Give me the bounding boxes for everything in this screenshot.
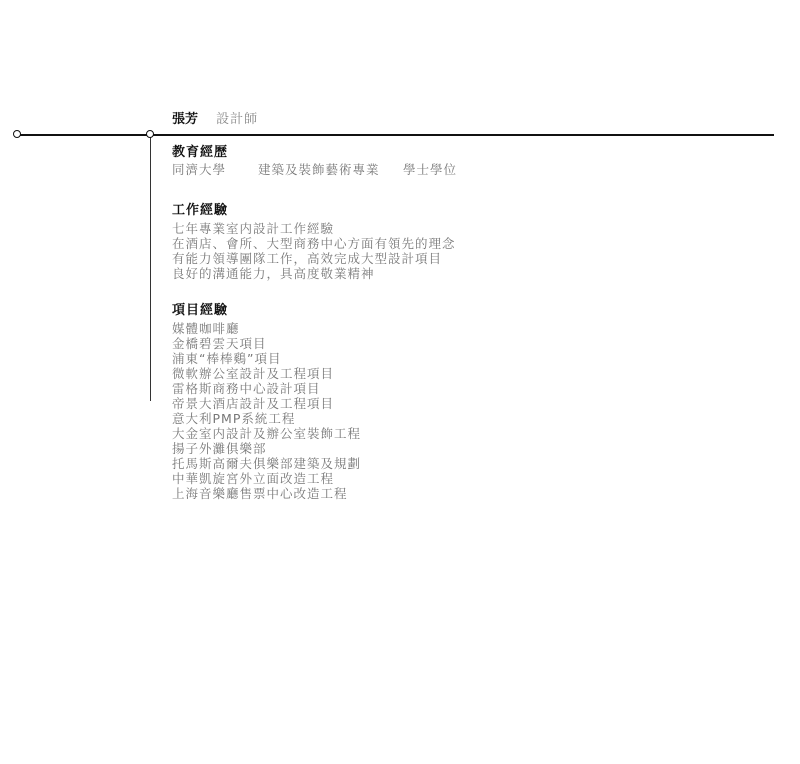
timeline-start-node <box>13 130 21 138</box>
project-item: 雷格斯商務中心設計項目 <box>172 381 321 396</box>
timeline-horizontal-rule <box>18 134 774 136</box>
education-title: 教育經歷 <box>172 145 229 160</box>
timeline-junction-node <box>146 130 154 138</box>
project-item: 上海音樂廳售票中心改造工程 <box>172 486 348 501</box>
project-item: 媒體咖啡廳 <box>172 321 240 336</box>
education-school: 同濟大學 <box>172 162 227 177</box>
timeline-vertical-rule <box>150 134 151 401</box>
work-title: 工作經驗 <box>172 203 229 218</box>
profile-header <box>172 112 258 128</box>
person-role: 設計師 <box>216 112 259 127</box>
project-item: 揚子外灘俱樂部 <box>172 441 267 456</box>
project-item: 中華凱旋宮外立面改造工程 <box>172 471 335 486</box>
project-item: 大金室内設計及辦公室裝飾工程 <box>172 426 362 441</box>
work-item: 在酒店、會所、大型商務中心方面有領先的理念 <box>172 236 456 251</box>
work-item: 良好的溝通能力，具高度敬業精神 <box>172 266 375 281</box>
project-item: 金橋碧雲天項目 <box>172 336 267 351</box>
work-item: 七年專業室内設計工作經驗 <box>172 221 335 236</box>
education-row <box>172 162 732 177</box>
resume-content <box>172 145 732 501</box>
projects-section <box>172 303 732 501</box>
project-item: 意大利PMP系統工程 <box>172 411 296 426</box>
projects-list <box>172 321 732 501</box>
education-degree: 學士學位 <box>403 162 458 177</box>
work-item: 有能力領導團隊工作，高效完成大型設計項目 <box>172 251 443 266</box>
projects-title: 項目經驗 <box>172 303 229 318</box>
project-item: 浦東“棒棒鷄”項目 <box>172 351 282 366</box>
education-major: 建築及裝飾藝術專業 <box>258 162 380 177</box>
work-list <box>172 221 732 281</box>
project-item: 托馬斯高爾夫俱樂部建築及規劃 <box>172 456 362 471</box>
work-section <box>172 203 732 281</box>
project-item: 微軟辦公室設計及工程項目 <box>172 366 335 381</box>
education-section <box>172 145 732 177</box>
project-item: 帝景大酒店設計及工程項目 <box>172 396 335 411</box>
person-name: 張芳 <box>172 112 199 127</box>
